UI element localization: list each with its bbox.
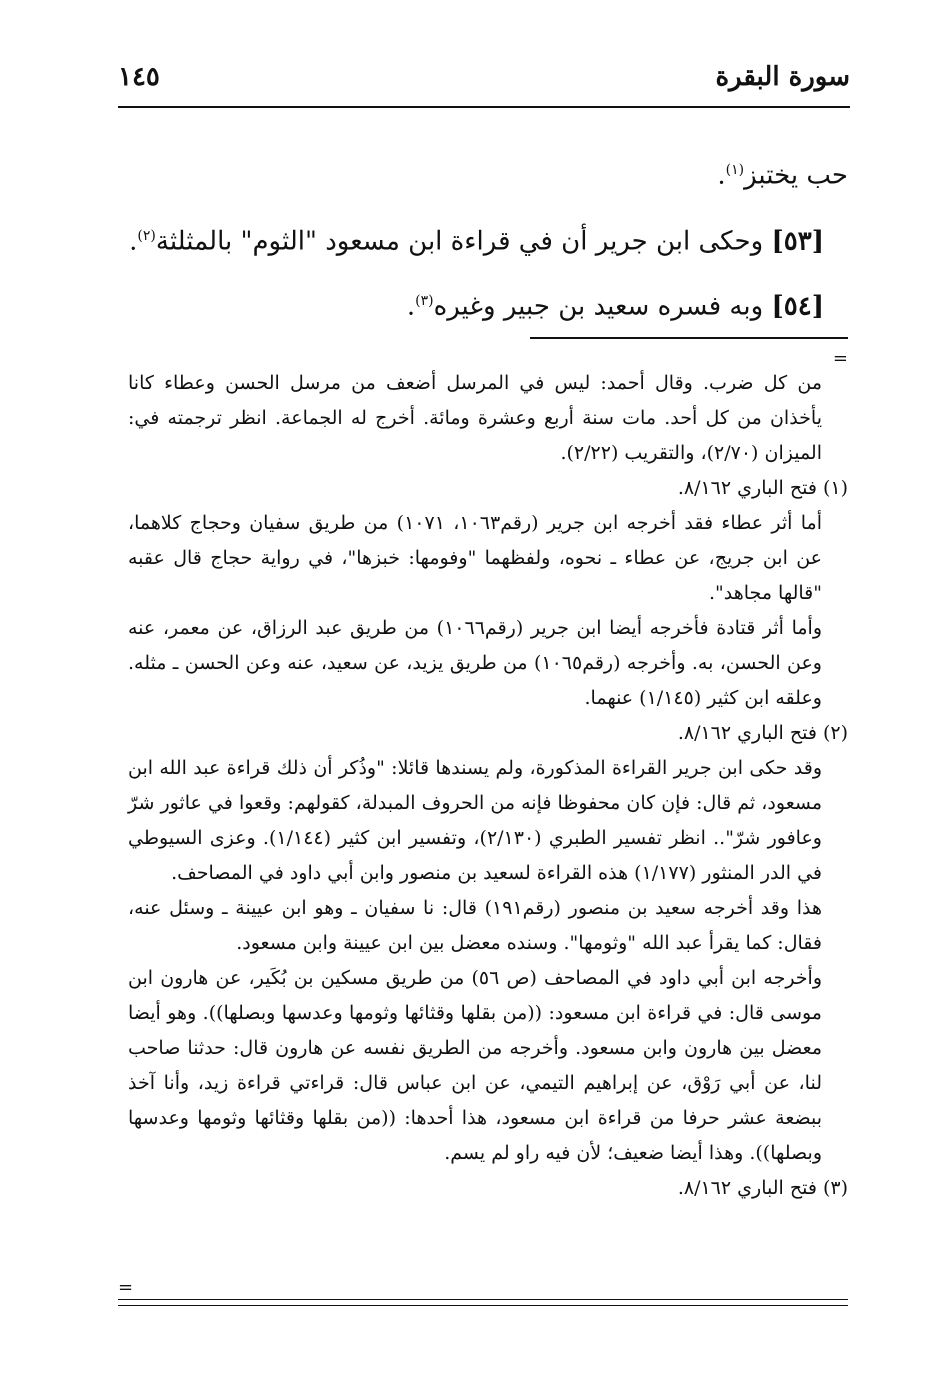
footnote-1-reference: (١) فتح الباري ٨/١٦٢.	[677, 477, 848, 499]
footnotes-block	[128, 366, 848, 1206]
page-number: ١٤٥	[118, 62, 160, 92]
text-line-1-body: حب يختبز	[744, 160, 848, 191]
text-line-3-body: وبه فسره سعيد بن جبير وغيره	[433, 291, 764, 322]
continuation-mark-top: =	[832, 348, 848, 369]
text-line-2	[118, 206, 848, 272]
text-line-3	[118, 271, 848, 337]
surah-title: سورة البقرة	[715, 62, 850, 92]
footnote-2-reference: (٢) فتح الباري ٨/١٦٢.	[677, 722, 848, 744]
main-text	[118, 140, 848, 337]
text-line-3-end: .	[406, 291, 416, 322]
text-line-2-body: وحكى ابن جرير أن في قراءة ابن مسعود "الثوم" بالمثلثة	[155, 226, 764, 257]
footnote-marker-2: (٢)	[137, 227, 156, 244]
page-header	[118, 62, 850, 108]
text-line-1	[118, 140, 848, 206]
footnote-marker-3: (٣)	[415, 293, 434, 310]
footnote-1-paragraph-2: وأما أثر قتادة فأخرجه أيضا ابن جرير (رقم١٠٦٦) من طريق عبد الرزاق، عن معمر، عنه وعن الحسن، به. وأخرجه (رقم١٠٦٥) من طريق يزيد، عن سعيد، عنه وعن الحسن ـ مثله. وعلقه ابن كثير (١/١٤٥) عنهما.	[128, 617, 822, 709]
text-line-1-end: .	[717, 160, 726, 191]
footnote-separator	[530, 337, 848, 339]
footnote-2-paragraph-2: هذا وقد أخرجه سعيد بن منصور (رقم١٩١) قال: نا سفيان ـ وهو ابن عيينة ـ وسئل عنه، فقال: كما يقرأ عبد الله "وثومها". وسنده معضل بين ابن عيينة وابن مسعود.	[128, 897, 822, 954]
footnote-3-reference: (٣) فتح الباري ٨/١٦٢.	[677, 1177, 848, 1199]
footnote-1-paragraph-1: أما أثر عطاء فقد أخرجه ابن جرير (رقم١٠٦٣، ١٠٧١) من طريق سفيان وحجاج كلاهما، عن ابن جريج، عن عطاء ـ نحوه، ولفظهما "وفومها: خبزها"، في رواية حجاج قال عقبه "قالها مجاهد".	[128, 512, 823, 604]
footnote-2-paragraph-3: وأخرجه ابن أبي داود في المصاحف (ص ٥٦) من طريق مسكين بن بُكَير، عن هارون ابن موسى قال: في قراءة ابن مسعود: ((من بقلها وقثائها وثومها وعدسها وبصلها)). وهو أيضا معضل بين هارون وابن مسعود. وأخرجه من الطريق نفسه عن هارون قال: حدثنا صاحب لنا، عن أبي رَوْق، عن إبراهيم التيمي، عن ابن عباس قال: قراءتي قراءة زيد، وأنا آخذ ببضعة عشر حرفا من قراءة ابن مسعود، هذا أحدها: ((من بقلها وقثائها وثومها وعدسها وبصلها)). وهذا أيضا ضعيف؛ لأن فيه راو لم يسم.	[128, 967, 823, 1164]
continuation-mark-bottom: =	[118, 1277, 134, 1298]
footnote-marker-1: (١)	[725, 162, 745, 178]
page-bottom-rule	[118, 1299, 848, 1306]
footnote-2-paragraph-1: وقد حكى ابن جرير القراءة المذكورة، ولم يسندها قائلا: "وذُكر أن ذلك قراءة عبد الله ابن مسعود، ثم قال: فإن كان محفوظا فإنه من الحروف المبدلة، كقولهم: وقعوا في عاثور شرّ وعافور شرّ".. انظر تفسير الطبري (٢/١٣٠)، وتفسير ابن كثير (١/١٤٤). وعزى السيوطي في الدر المنثور (١/١٧٧) هذه القراءة لسعيد بن منصور وابن أبي داود في المصاحف.	[128, 757, 822, 884]
item-number-54: [٥٤]	[771, 291, 824, 322]
item-number-53: [٥٣]	[771, 226, 824, 257]
footnote-continuation: من كل ضرب. وقال أحمد: ليس في المرسل أضعف من مرسل الحسن وعطاء كانا يأخذان من كل أحد. مات سنة أربع وعشرة ومائة. أخرج له الجماعة. انظر ترجمته في: الميزان (٢/٧٠)، والتقريب (٢/٢٢).	[128, 372, 822, 464]
text-line-2-end: .	[129, 226, 138, 257]
